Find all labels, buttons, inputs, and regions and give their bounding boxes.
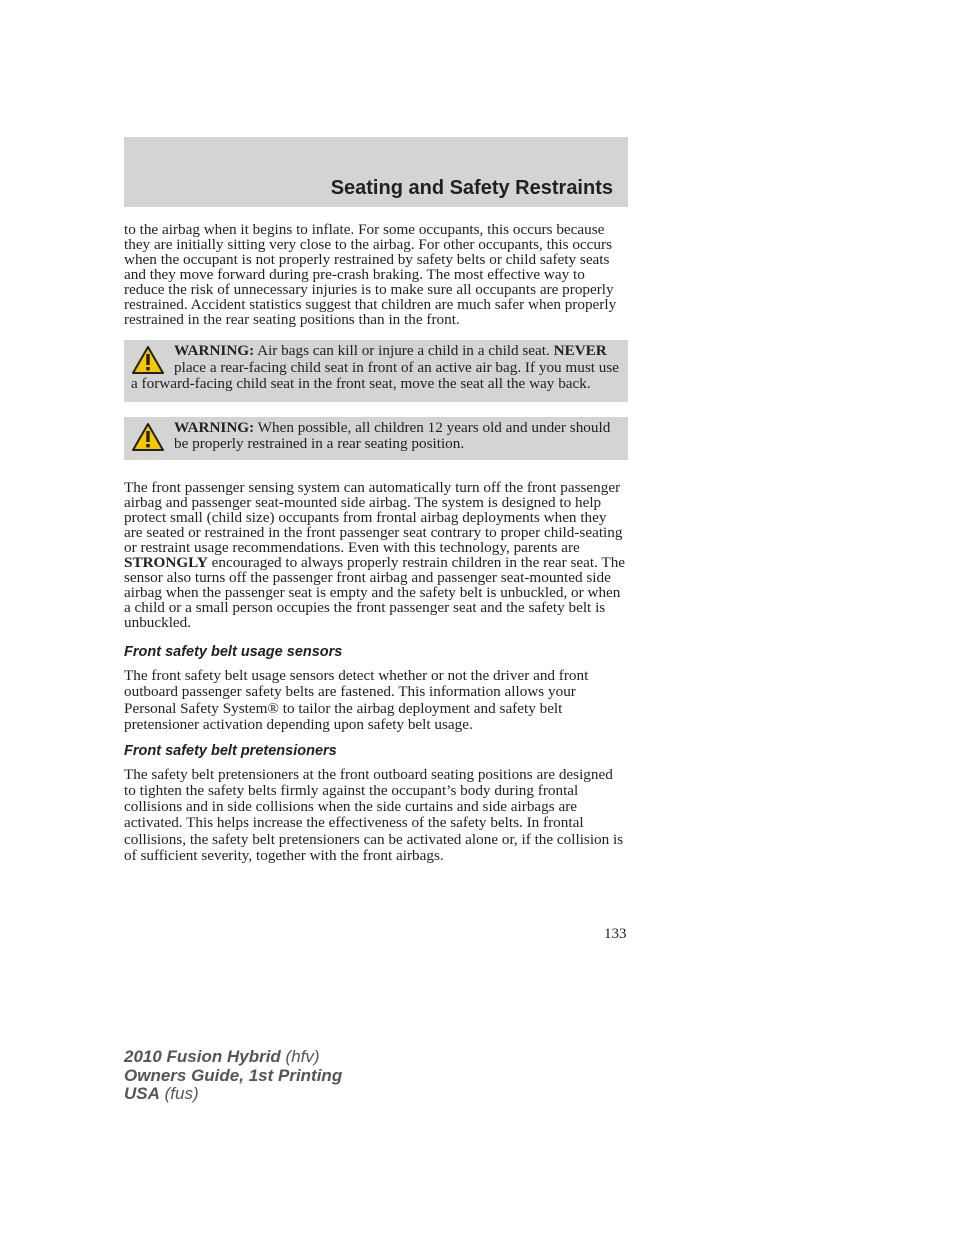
warning-text-part1: Air bags can kill or injure a child in a child seat.	[254, 342, 554, 359]
warning-box-child-seat	[124, 340, 628, 402]
warning-triangle-icon	[132, 345, 164, 375]
warning-label: WARNING:	[174, 418, 255, 436]
warning-box-rear-seating	[124, 417, 628, 460]
pretensioners-paragraph: The safety belt pretensioners at the front outboard seating positions are designed to tighten the safety belts firmly against the occupant’s body during frontal collisions and in side collisions when the side curtains and side airbags are activated. This helps increase the effectiveness of the safety belts. In frontal collisions, the safety belt pretensioners can be activated alone or, if the collision is of sufficient severity, together with the front airbags.	[124, 765, 624, 864]
section-header-band	[124, 137, 628, 207]
page-content	[124, 222, 628, 864]
page-number: 133	[604, 926, 627, 942]
passenger-strongly: STRONGLY	[124, 553, 208, 571]
footer-region: USA	[124, 1084, 160, 1103]
warning-text: When possible, all children 12 years old and under should be properly restrained in a rear seating position.	[174, 418, 611, 452]
warning-text-part2: place a rear-facing child seat in front of an active air bag. If you must use a forward-facing child seat in the front seat, move the seat all the way back.	[131, 358, 620, 392]
footer-model-code: (hfv)	[280, 1047, 320, 1066]
footer-region-code: (fus)	[159, 1084, 199, 1103]
footer-model: 2010 Fusion Hybrid	[124, 1047, 281, 1066]
heading-pretensioners: Front safety belt pretensioners	[124, 742, 337, 759]
intro-paragraph: to the airbag when it begins to inflate. For some occupants, this occurs because they are initially sitting very close to the airbag. For other occupants, this occurs when the occupant is not properly restrained by safety belts or child safety seats and they move forward during pre-crash braking. The most effective way to reduce the risk of unnecessary injuries is to make sure all occupants are properly restrained. Accident statistics suggest that children are much safer when properly restrained in the rear seating positions than in the front.	[124, 221, 617, 328]
footer-line-1	[124, 1048, 342, 1067]
section-title: Seating and Safety Restraints	[330, 177, 613, 199]
passenger-text-part2: encouraged to always properly restrain children in the rear seat. The sensor also turns off the passenger front airbag and passenger seat-mounted side airbag when the passenger seat is empty and the safety belt is unbuckled, or when a child or a small person occupies the front passenger seat and the safety belt is unbuckled.	[124, 553, 626, 631]
warning-label: WARNING:	[174, 342, 255, 359]
warning-triangle-icon	[132, 422, 164, 452]
footer-guide: Owners Guide, 1st Printing	[124, 1065, 343, 1085]
passenger-sensing-paragraph	[124, 480, 628, 630]
footer-line-3	[124, 1085, 342, 1104]
heading-usage-sensors: Front safety belt usage sensors	[124, 643, 343, 660]
warning-never: NEVER	[553, 342, 607, 359]
usage-sensors-paragraph: The front safety belt usage sensors detect whether or not the driver and front outboard passenger safety belts are fastened. This information allows your Personal Safety System® to tailor the airbag deployment and safety belt pretensioner activation depending upon safety belt usage.	[124, 666, 589, 733]
passenger-text-part1: The front passenger sensing system can automatically turn off the front passenger airbag and passenger seat-mounted side airbag. The system is designed to help protect small (child size) occupants from frontal airbag deployments when they are seated or restrained in the front passenger seat contrary to proper child-seating or restraint usage recommendations. Even with this technology, parents are	[124, 478, 623, 556]
footer-line-2	[124, 1067, 342, 1086]
document-footer	[124, 1048, 342, 1104]
